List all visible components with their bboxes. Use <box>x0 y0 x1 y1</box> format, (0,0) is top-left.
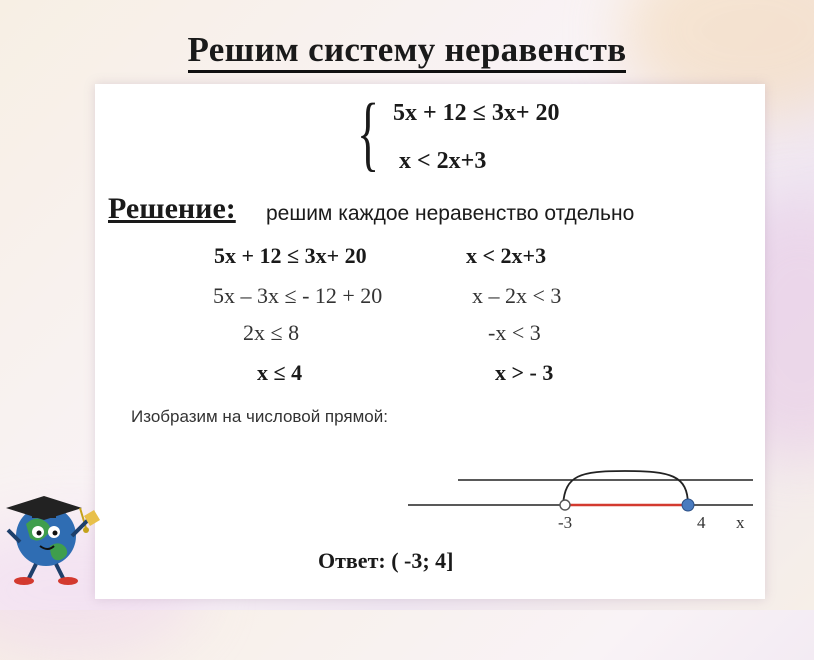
number-line-caption: Изобразим на числовой прямой: <box>131 407 388 426</box>
right-step-1: x < 2x+3 <box>466 243 547 268</box>
graduate-globe-mascot-icon <box>2 472 107 587</box>
tick-label-minus-3: -3 <box>558 513 573 532</box>
number-line <box>400 465 760 545</box>
axis-label-x: x <box>736 513 745 532</box>
left-brace-icon: { <box>357 87 380 180</box>
solution-label: Решение: <box>108 192 236 225</box>
system-line-2: x < 2x+3 <box>399 148 487 174</box>
left-step-2: 5x – 3x ≤ - 12 + 20 <box>213 283 383 308</box>
right-step-4: x > - 3 <box>495 360 554 385</box>
right-step-2: x – 2x < 3 <box>472 283 562 308</box>
solution-text: решим каждое неравенство отдельно <box>266 202 635 225</box>
interval-arc <box>563 471 688 505</box>
system-line-1: 5x + 12 ≤ 3x+ 20 <box>393 100 560 126</box>
right-step-3: -x < 3 <box>488 320 541 345</box>
slide-title: Решим систему неравенств <box>0 30 814 70</box>
left-step-4: x ≤ 4 <box>257 360 303 385</box>
filled-point-4 <box>682 499 694 511</box>
left-step-3: 2x ≤ 8 <box>243 320 300 345</box>
answer-text: Ответ: ( -3; 4] <box>318 548 454 573</box>
open-point-minus-3 <box>560 500 570 510</box>
left-step-1: 5x + 12 ≤ 3x+ 20 <box>214 243 367 268</box>
tick-label-4: 4 <box>697 513 706 532</box>
